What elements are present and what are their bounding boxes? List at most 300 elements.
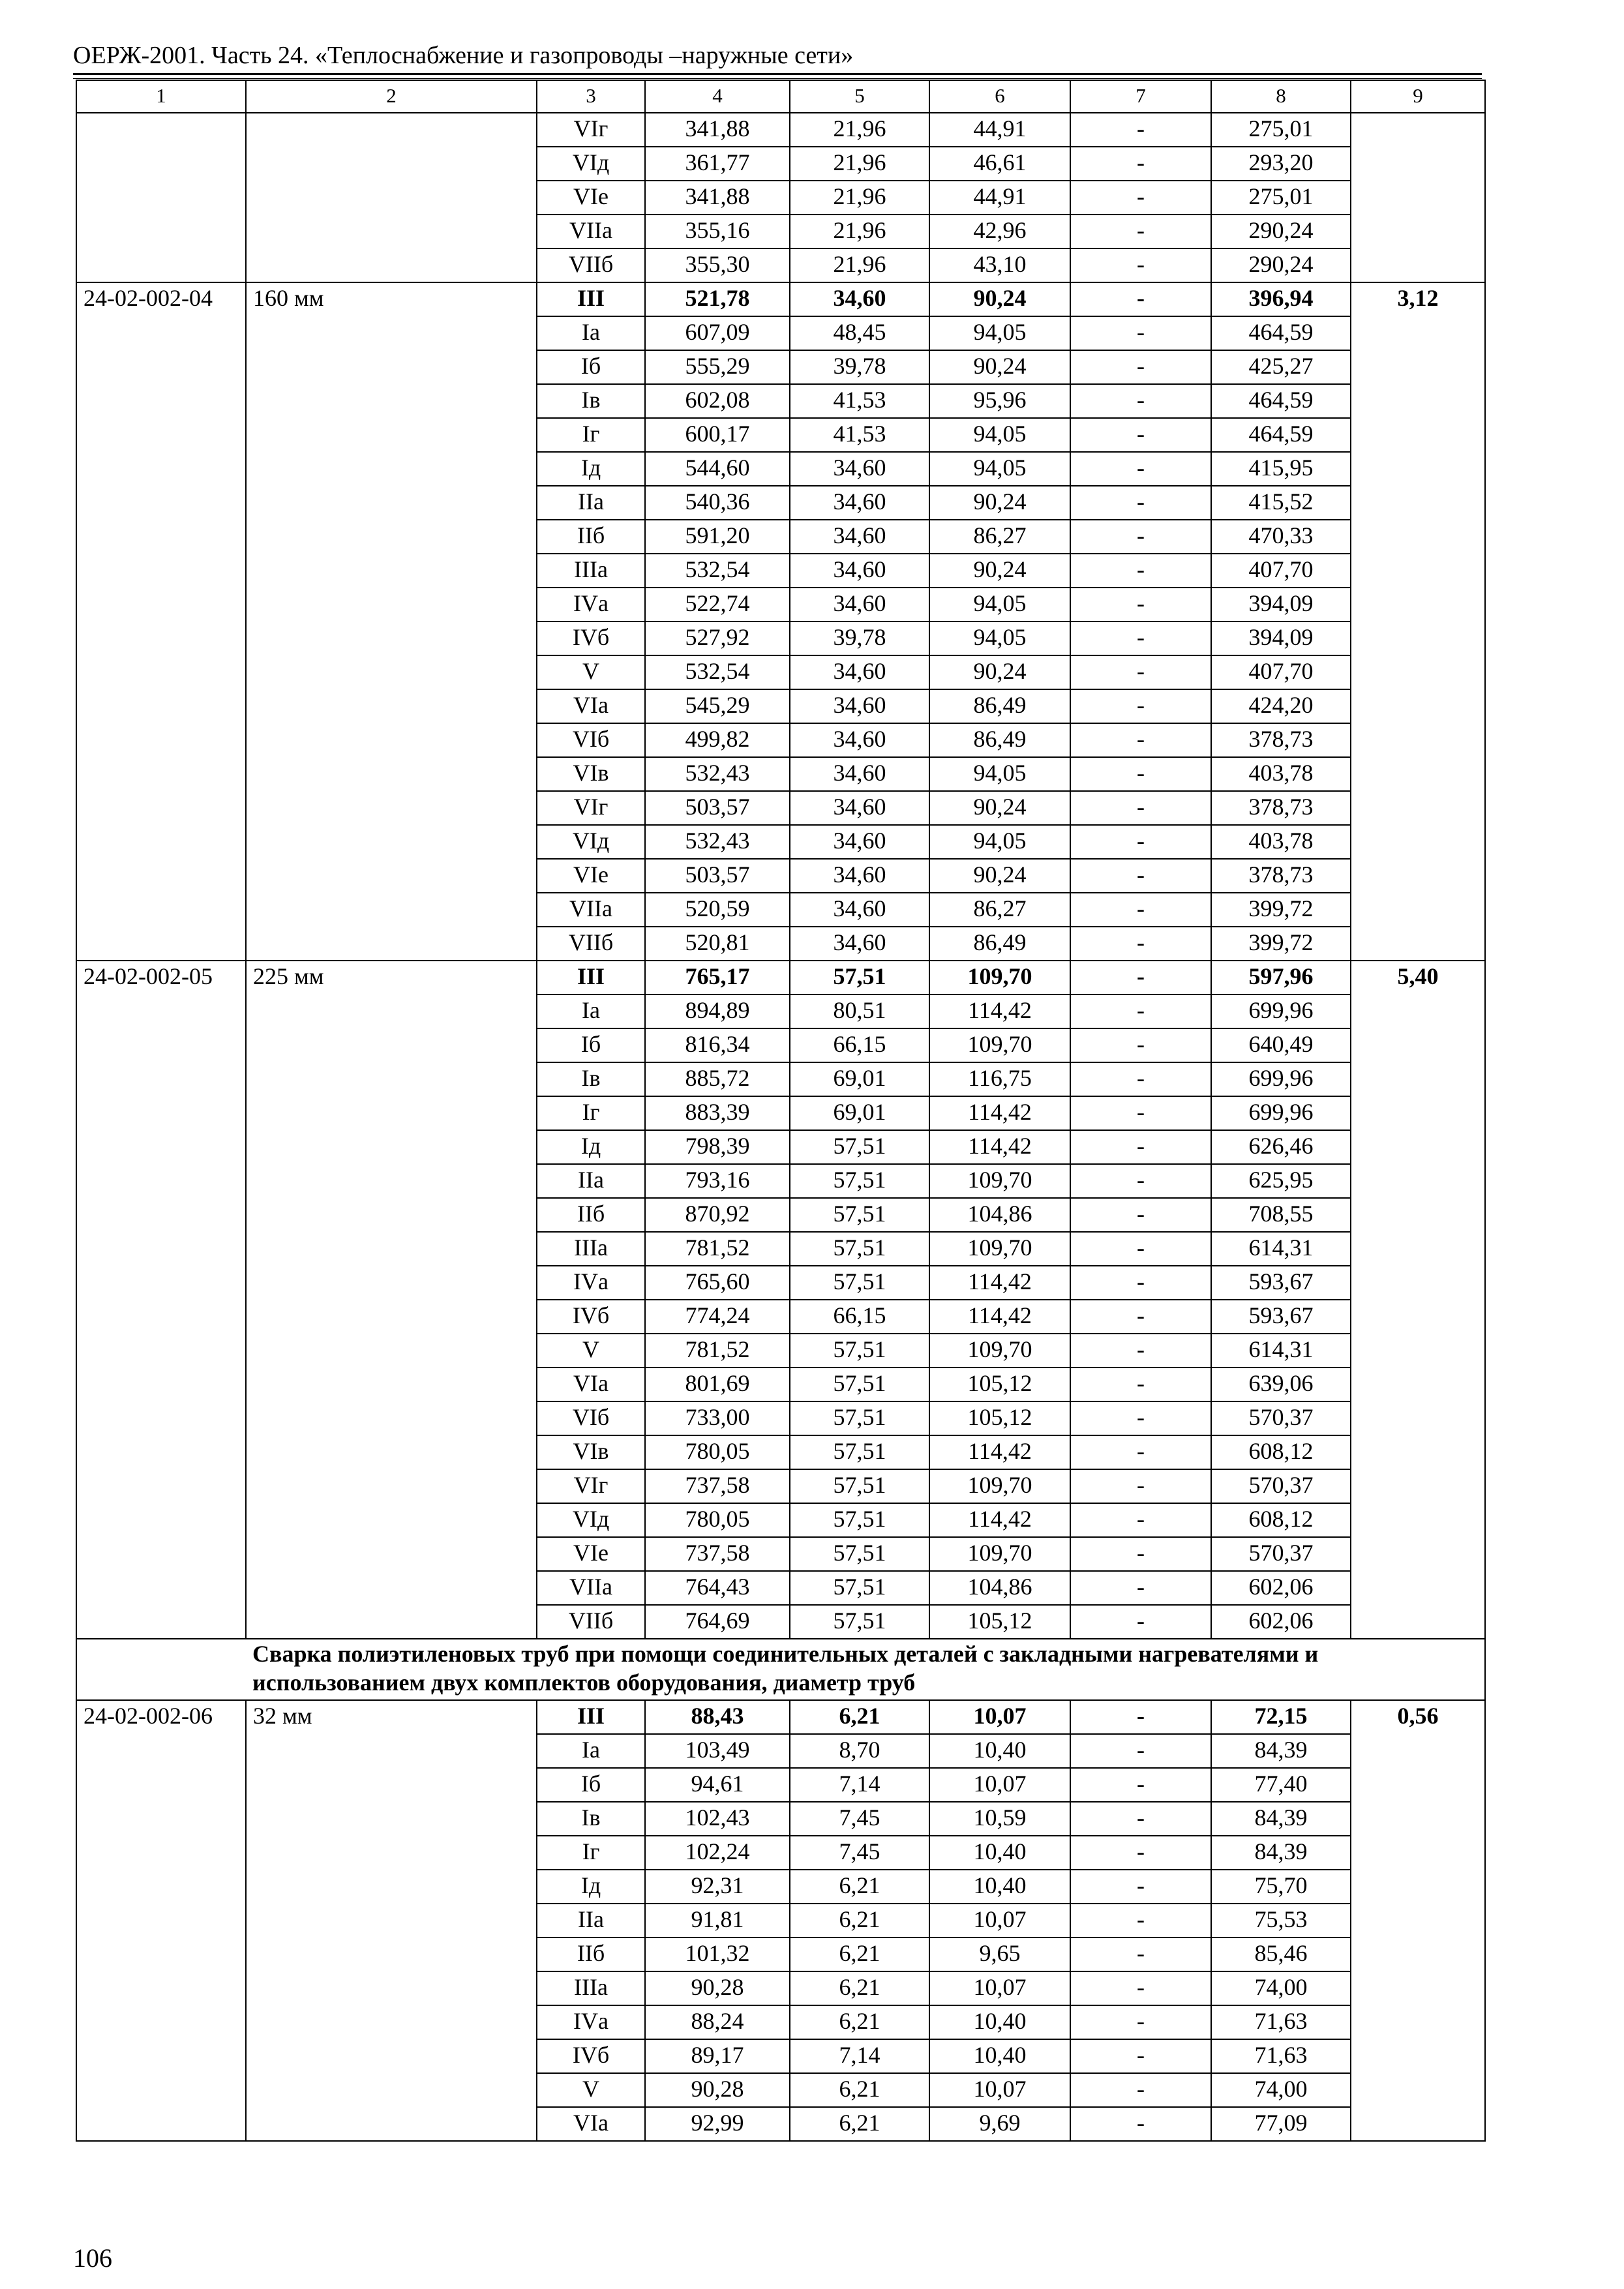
zone-cell: VIг bbox=[537, 791, 645, 825]
value-cell: 86,49 bbox=[929, 689, 1070, 723]
value-cell: 608,12 bbox=[1211, 1435, 1351, 1469]
value-cell: 85,46 bbox=[1211, 1937, 1351, 1971]
value-cell: 6,21 bbox=[790, 2005, 929, 2039]
value-cell: - bbox=[1070, 2073, 1211, 2107]
value-cell: - bbox=[1070, 1232, 1211, 1266]
value-cell: 95,96 bbox=[929, 384, 1070, 418]
value-cell: 781,52 bbox=[645, 1232, 790, 1266]
value-cell: 10,40 bbox=[929, 1734, 1070, 1768]
zone-cell: IIб bbox=[537, 1937, 645, 1971]
value-cell: 90,28 bbox=[645, 2073, 790, 2107]
value-cell: 39,78 bbox=[790, 621, 929, 655]
value-cell: 109,70 bbox=[929, 1334, 1070, 1368]
value-cell: 290,24 bbox=[1211, 248, 1351, 282]
value-cell: - bbox=[1070, 1503, 1211, 1537]
value-cell: 114,42 bbox=[929, 1266, 1070, 1300]
section-empty-cell bbox=[76, 1639, 246, 1700]
value-cell: 699,96 bbox=[1211, 1062, 1351, 1096]
value-cell: 464,59 bbox=[1211, 418, 1351, 452]
value-cell: - bbox=[1070, 1130, 1211, 1164]
value-cell: 94,05 bbox=[929, 316, 1070, 350]
value-cell: 34,60 bbox=[790, 825, 929, 859]
value-cell: 6,21 bbox=[790, 1870, 929, 1904]
zone-cell: VIе bbox=[537, 859, 645, 893]
rates-table bbox=[76, 80, 1486, 2142]
zone-cell: VIIа bbox=[537, 893, 645, 927]
zone-cell: VIе bbox=[537, 181, 645, 215]
value-cell: 7,14 bbox=[790, 1768, 929, 1802]
value-cell: 6,21 bbox=[790, 2073, 929, 2107]
value-cell: 640,49 bbox=[1211, 1028, 1351, 1062]
value-cell: - bbox=[1070, 1802, 1211, 1836]
value-cell: 114,42 bbox=[929, 1503, 1070, 1537]
value-cell: 737,58 bbox=[645, 1537, 790, 1571]
value-cell: 114,42 bbox=[929, 1096, 1070, 1130]
value-cell: 102,43 bbox=[645, 1802, 790, 1836]
value-cell: 355,16 bbox=[645, 215, 790, 248]
value-cell: 57,51 bbox=[790, 961, 929, 995]
value-cell: 75,53 bbox=[1211, 1904, 1351, 1937]
value-cell: 94,61 bbox=[645, 1768, 790, 1802]
value-cell: 84,39 bbox=[1211, 1734, 1351, 1768]
value-cell: - bbox=[1070, 1537, 1211, 1571]
value-cell: 6,21 bbox=[790, 2107, 929, 2141]
value-cell: - bbox=[1070, 2107, 1211, 2141]
value-cell: 625,95 bbox=[1211, 1164, 1351, 1198]
column-number: 4 bbox=[645, 80, 790, 113]
value-cell: - bbox=[1070, 791, 1211, 825]
value-cell: 34,60 bbox=[790, 893, 929, 927]
zone-cell: Iг bbox=[537, 418, 645, 452]
value-cell: 57,51 bbox=[790, 1605, 929, 1639]
value-cell: - bbox=[1070, 316, 1211, 350]
value-cell: 10,40 bbox=[929, 1870, 1070, 1904]
zone-cell: IVб bbox=[537, 2039, 645, 2073]
value-cell: 600,17 bbox=[645, 418, 790, 452]
value-cell: - bbox=[1070, 1971, 1211, 2005]
value-cell: 464,59 bbox=[1211, 316, 1351, 350]
value-cell: 34,60 bbox=[790, 282, 929, 316]
value-cell: 341,88 bbox=[645, 113, 790, 147]
value-cell: 21,96 bbox=[790, 215, 929, 248]
rate-code: 24-02-002-04 bbox=[76, 282, 246, 961]
value-cell: 781,52 bbox=[645, 1334, 790, 1368]
value-cell: 555,29 bbox=[645, 350, 790, 384]
value-cell: - bbox=[1070, 1334, 1211, 1368]
value-cell: 602,08 bbox=[645, 384, 790, 418]
value-cell: 90,28 bbox=[645, 1971, 790, 2005]
zone-cell: IVб bbox=[537, 621, 645, 655]
pipe-diameter: 160 мм bbox=[246, 282, 537, 961]
value-cell: 89,17 bbox=[645, 2039, 790, 2073]
value-cell: 394,09 bbox=[1211, 588, 1351, 621]
value-cell: 105,12 bbox=[929, 1605, 1070, 1639]
value-cell: 793,16 bbox=[645, 1164, 790, 1198]
value-cell: 109,70 bbox=[929, 1537, 1070, 1571]
value-cell: 21,96 bbox=[790, 181, 929, 215]
value-cell: - bbox=[1070, 1096, 1211, 1130]
value-cell: 394,09 bbox=[1211, 621, 1351, 655]
value-cell: 544,60 bbox=[645, 452, 790, 486]
value-cell: 378,73 bbox=[1211, 791, 1351, 825]
value-cell: - bbox=[1070, 893, 1211, 927]
value-cell: 425,27 bbox=[1211, 350, 1351, 384]
value-cell: 522,74 bbox=[645, 588, 790, 621]
value-cell: - bbox=[1070, 1937, 1211, 1971]
value-cell: 114,42 bbox=[929, 1300, 1070, 1334]
value-cell: 540,36 bbox=[645, 486, 790, 520]
value-cell: 532,54 bbox=[645, 554, 790, 588]
zone-cell: Iа bbox=[537, 316, 645, 350]
value-cell: 86,49 bbox=[929, 723, 1070, 757]
value-cell: - bbox=[1070, 1870, 1211, 1904]
value-cell: 94,05 bbox=[929, 452, 1070, 486]
value-cell: 614,31 bbox=[1211, 1232, 1351, 1266]
zone-cell: III bbox=[537, 961, 645, 995]
value-cell: - bbox=[1070, 282, 1211, 316]
value-cell: 9,65 bbox=[929, 1937, 1070, 1971]
rate-code bbox=[76, 113, 246, 282]
section-title: Сварка полиэтиленовых труб при помощи соединительных деталей с закладными нагревателями и использованием двух комплектов оборудования, диаметр труб bbox=[246, 1639, 1485, 1700]
value-cell: 48,45 bbox=[790, 316, 929, 350]
value-cell: 7,45 bbox=[790, 1836, 929, 1870]
value-cell: 608,12 bbox=[1211, 1503, 1351, 1537]
value-cell: 94,05 bbox=[929, 621, 1070, 655]
value-cell: 84,39 bbox=[1211, 1836, 1351, 1870]
value-cell: 774,24 bbox=[645, 1300, 790, 1334]
value-cell: 77,09 bbox=[1211, 2107, 1351, 2141]
value-cell: 92,99 bbox=[645, 2107, 790, 2141]
value-cell: - bbox=[1070, 248, 1211, 282]
value-cell: 57,51 bbox=[790, 1571, 929, 1605]
value-cell: 403,78 bbox=[1211, 757, 1351, 791]
value-cell: 34,60 bbox=[790, 554, 929, 588]
value-cell: 94,05 bbox=[929, 825, 1070, 859]
value-cell: - bbox=[1070, 1401, 1211, 1435]
zone-cell: VIа bbox=[537, 2107, 645, 2141]
col9-value: 5,40 bbox=[1351, 961, 1485, 1639]
value-cell: 699,96 bbox=[1211, 1096, 1351, 1130]
value-cell: 90,24 bbox=[929, 486, 1070, 520]
value-cell: 34,60 bbox=[790, 859, 929, 893]
value-cell: - bbox=[1070, 554, 1211, 588]
value-cell: 399,72 bbox=[1211, 893, 1351, 927]
col9-value: 0,56 bbox=[1351, 1700, 1485, 2141]
zone-cell: VIIа bbox=[537, 1571, 645, 1605]
value-cell: 10,40 bbox=[929, 1836, 1070, 1870]
value-cell: 570,37 bbox=[1211, 1537, 1351, 1571]
value-cell: 591,20 bbox=[645, 520, 790, 554]
zone-cell: IVа bbox=[537, 588, 645, 621]
value-cell: - bbox=[1070, 961, 1211, 995]
value-cell: 532,43 bbox=[645, 757, 790, 791]
value-cell: 34,60 bbox=[790, 520, 929, 554]
value-cell: 6,21 bbox=[790, 1904, 929, 1937]
value-cell: 424,20 bbox=[1211, 689, 1351, 723]
rates-table-body bbox=[76, 80, 1485, 2141]
zone-cell: VIв bbox=[537, 1435, 645, 1469]
value-cell: 44,91 bbox=[929, 181, 1070, 215]
value-cell: 57,51 bbox=[790, 1435, 929, 1469]
table-row bbox=[76, 113, 1485, 147]
value-cell: 77,40 bbox=[1211, 1768, 1351, 1802]
value-cell: - bbox=[1070, 1469, 1211, 1503]
value-cell: 34,60 bbox=[790, 486, 929, 520]
value-cell: 94,05 bbox=[929, 588, 1070, 621]
value-cell: 765,60 bbox=[645, 1266, 790, 1300]
value-cell: 57,51 bbox=[790, 1266, 929, 1300]
value-cell: 470,33 bbox=[1211, 520, 1351, 554]
value-cell: 6,21 bbox=[790, 1700, 929, 1734]
zone-cell: Iг bbox=[537, 1836, 645, 1870]
value-cell: 708,55 bbox=[1211, 1198, 1351, 1232]
zone-cell: VIд bbox=[537, 147, 645, 181]
zone-cell: Iд bbox=[537, 452, 645, 486]
value-cell: 378,73 bbox=[1211, 859, 1351, 893]
zone-cell: Iа bbox=[537, 995, 645, 1028]
value-cell: 870,92 bbox=[645, 1198, 790, 1232]
value-cell: 780,05 bbox=[645, 1503, 790, 1537]
value-cell: 88,43 bbox=[645, 1700, 790, 1734]
value-cell: 885,72 bbox=[645, 1062, 790, 1096]
value-cell: 396,94 bbox=[1211, 282, 1351, 316]
rate-code: 24-02-002-05 bbox=[76, 961, 246, 1639]
column-number: 8 bbox=[1211, 80, 1351, 113]
value-cell: 90,24 bbox=[929, 554, 1070, 588]
value-cell: - bbox=[1070, 621, 1211, 655]
value-cell: 361,77 bbox=[645, 147, 790, 181]
zone-cell: VIг bbox=[537, 113, 645, 147]
value-cell: 407,70 bbox=[1211, 554, 1351, 588]
value-cell: - bbox=[1070, 1734, 1211, 1768]
rate-code: 24-02-002-06 bbox=[76, 1700, 246, 2141]
value-cell: 520,59 bbox=[645, 893, 790, 927]
zone-cell: IIб bbox=[537, 520, 645, 554]
value-cell: - bbox=[1070, 384, 1211, 418]
value-cell: 94,05 bbox=[929, 418, 1070, 452]
zone-cell: IIа bbox=[537, 1904, 645, 1937]
value-cell: 69,01 bbox=[790, 1062, 929, 1096]
column-number: 7 bbox=[1070, 80, 1211, 113]
section-row bbox=[76, 1639, 1485, 1700]
value-cell: - bbox=[1070, 1368, 1211, 1401]
value-cell: 415,52 bbox=[1211, 486, 1351, 520]
value-cell: 7,14 bbox=[790, 2039, 929, 2073]
value-cell: 532,54 bbox=[645, 655, 790, 689]
value-cell: 764,69 bbox=[645, 1605, 790, 1639]
zone-cell: VIб bbox=[537, 723, 645, 757]
value-cell: 521,78 bbox=[645, 282, 790, 316]
value-cell: 90,24 bbox=[929, 859, 1070, 893]
value-cell: - bbox=[1070, 1700, 1211, 1734]
zone-cell: Iа bbox=[537, 1734, 645, 1768]
value-cell: 614,31 bbox=[1211, 1334, 1351, 1368]
value-cell: 570,37 bbox=[1211, 1469, 1351, 1503]
value-cell: 114,42 bbox=[929, 1130, 1070, 1164]
value-cell: 764,43 bbox=[645, 1571, 790, 1605]
value-cell: 21,96 bbox=[790, 248, 929, 282]
value-cell: 69,01 bbox=[790, 1096, 929, 1130]
header-rule-thick bbox=[73, 73, 1482, 75]
value-cell: 57,51 bbox=[790, 1368, 929, 1401]
value-cell: - bbox=[1070, 859, 1211, 893]
zone-cell: IVа bbox=[537, 2005, 645, 2039]
value-cell: 46,61 bbox=[929, 147, 1070, 181]
zone-cell: Iд bbox=[537, 1130, 645, 1164]
value-cell: 527,92 bbox=[645, 621, 790, 655]
value-cell: - bbox=[1070, 1605, 1211, 1639]
value-cell: 503,57 bbox=[645, 859, 790, 893]
zone-cell: VIа bbox=[537, 689, 645, 723]
zone-cell: Iв bbox=[537, 384, 645, 418]
value-cell: - bbox=[1070, 1164, 1211, 1198]
value-cell: 9,69 bbox=[929, 2107, 1070, 2141]
value-cell: 114,42 bbox=[929, 1435, 1070, 1469]
column-number: 9 bbox=[1351, 80, 1485, 113]
value-cell: 801,69 bbox=[645, 1368, 790, 1401]
value-cell: 90,24 bbox=[929, 350, 1070, 384]
zone-cell: Iв bbox=[537, 1802, 645, 1836]
value-cell: 90,24 bbox=[929, 282, 1070, 316]
value-cell: 74,00 bbox=[1211, 1971, 1351, 2005]
zone-cell: Iб bbox=[537, 350, 645, 384]
value-cell: 57,51 bbox=[790, 1164, 929, 1198]
zone-cell: VIIб bbox=[537, 248, 645, 282]
value-cell: 639,06 bbox=[1211, 1368, 1351, 1401]
value-cell: 41,53 bbox=[790, 418, 929, 452]
value-cell: 86,27 bbox=[929, 520, 1070, 554]
value-cell: 626,46 bbox=[1211, 1130, 1351, 1164]
value-cell: 109,70 bbox=[929, 961, 1070, 995]
col9-value bbox=[1351, 113, 1485, 282]
value-cell: 503,57 bbox=[645, 791, 790, 825]
value-cell: 607,09 bbox=[645, 316, 790, 350]
value-cell: 10,07 bbox=[929, 1768, 1070, 1802]
value-cell: - bbox=[1070, 1300, 1211, 1334]
column-number: 3 bbox=[537, 80, 645, 113]
value-cell: - bbox=[1070, 1266, 1211, 1300]
value-cell: 816,34 bbox=[645, 1028, 790, 1062]
value-cell: - bbox=[1070, 418, 1211, 452]
zone-cell: IIIа bbox=[537, 1232, 645, 1266]
value-cell: 10,07 bbox=[929, 2073, 1070, 2107]
zone-cell: IVа bbox=[537, 1266, 645, 1300]
value-cell: 602,06 bbox=[1211, 1605, 1351, 1639]
value-cell: 34,60 bbox=[790, 588, 929, 621]
column-number: 5 bbox=[790, 80, 929, 113]
zone-cell: Iд bbox=[537, 1870, 645, 1904]
value-cell: 86,49 bbox=[929, 927, 1070, 961]
value-cell: - bbox=[1070, 927, 1211, 961]
value-cell: 602,06 bbox=[1211, 1571, 1351, 1605]
zone-cell: IIа bbox=[537, 486, 645, 520]
zone-cell: VIг bbox=[537, 1469, 645, 1503]
zone-cell: Iг bbox=[537, 1096, 645, 1130]
value-cell: 57,51 bbox=[790, 1537, 929, 1571]
value-cell: - bbox=[1070, 995, 1211, 1028]
value-cell: 34,60 bbox=[790, 927, 929, 961]
column-number: 1 bbox=[76, 80, 246, 113]
zone-cell: Iв bbox=[537, 1062, 645, 1096]
value-cell: - bbox=[1070, 1062, 1211, 1096]
value-cell: - bbox=[1070, 1028, 1211, 1062]
value-cell: 10,07 bbox=[929, 1904, 1070, 1937]
value-cell: 355,30 bbox=[645, 248, 790, 282]
value-cell: 593,67 bbox=[1211, 1300, 1351, 1334]
value-cell: 34,60 bbox=[790, 452, 929, 486]
value-cell: 91,81 bbox=[645, 1904, 790, 1937]
value-cell: - bbox=[1070, 181, 1211, 215]
zone-cell: IIб bbox=[537, 1198, 645, 1232]
zone-cell: VIе bbox=[537, 1537, 645, 1571]
value-cell: 101,32 bbox=[645, 1937, 790, 1971]
value-cell: 90,24 bbox=[929, 791, 1070, 825]
value-cell: 10,40 bbox=[929, 2039, 1070, 2073]
header-rule-thin bbox=[73, 78, 1482, 79]
value-cell: 74,00 bbox=[1211, 2073, 1351, 2107]
value-cell: 520,81 bbox=[645, 927, 790, 961]
value-cell: 597,96 bbox=[1211, 961, 1351, 995]
value-cell: 415,95 bbox=[1211, 452, 1351, 486]
value-cell: - bbox=[1070, 520, 1211, 554]
value-cell: 57,51 bbox=[790, 1401, 929, 1435]
value-cell: 57,51 bbox=[790, 1503, 929, 1537]
value-cell: 341,88 bbox=[645, 181, 790, 215]
zone-cell: V bbox=[537, 2073, 645, 2107]
table-row bbox=[76, 282, 1485, 316]
value-cell: 116,75 bbox=[929, 1062, 1070, 1096]
value-cell: 57,51 bbox=[790, 1130, 929, 1164]
zone-cell: VIIб bbox=[537, 1605, 645, 1639]
value-cell: 780,05 bbox=[645, 1435, 790, 1469]
column-number: 2 bbox=[246, 80, 537, 113]
value-cell: - bbox=[1070, 486, 1211, 520]
table-row bbox=[76, 961, 1485, 995]
zone-cell: VIIб bbox=[537, 927, 645, 961]
zone-cell: IIа bbox=[537, 1164, 645, 1198]
value-cell: 92,31 bbox=[645, 1870, 790, 1904]
value-cell: 699,96 bbox=[1211, 995, 1351, 1028]
value-cell: - bbox=[1070, 825, 1211, 859]
zone-cell: III bbox=[537, 1700, 645, 1734]
value-cell: 41,53 bbox=[790, 384, 929, 418]
value-cell: 21,96 bbox=[790, 113, 929, 147]
value-cell: 114,42 bbox=[929, 995, 1070, 1028]
value-cell: 88,24 bbox=[645, 2005, 790, 2039]
value-cell: 6,21 bbox=[790, 1971, 929, 2005]
value-cell: 71,63 bbox=[1211, 2039, 1351, 2073]
pipe-diameter bbox=[246, 113, 537, 282]
value-cell: - bbox=[1070, 452, 1211, 486]
value-cell: 66,15 bbox=[790, 1028, 929, 1062]
value-cell: 43,10 bbox=[929, 248, 1070, 282]
value-cell: 10,07 bbox=[929, 1700, 1070, 1734]
value-cell: 378,73 bbox=[1211, 723, 1351, 757]
column-number-row bbox=[76, 80, 1485, 113]
value-cell: 109,70 bbox=[929, 1028, 1070, 1062]
value-cell: 34,60 bbox=[790, 723, 929, 757]
column-number: 6 bbox=[929, 80, 1070, 113]
value-cell: 290,24 bbox=[1211, 215, 1351, 248]
value-cell: - bbox=[1070, 147, 1211, 181]
value-cell: 545,29 bbox=[645, 689, 790, 723]
zone-cell: III bbox=[537, 282, 645, 316]
value-cell: 39,78 bbox=[790, 350, 929, 384]
value-cell: 7,45 bbox=[790, 1802, 929, 1836]
value-cell: 10,07 bbox=[929, 1971, 1070, 2005]
zone-cell: Iб bbox=[537, 1768, 645, 1802]
value-cell: 71,63 bbox=[1211, 2005, 1351, 2039]
